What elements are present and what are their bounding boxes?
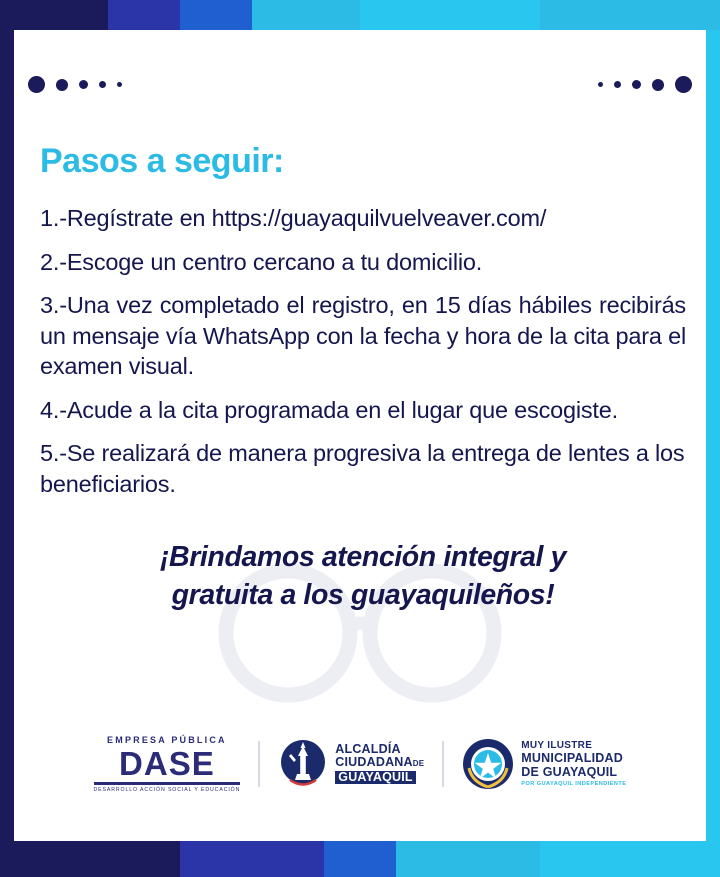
logo-alcaldia [260,736,442,792]
bar-segment [252,0,360,30]
municipalidad-line-3: DE GUAYAQUIL [521,764,618,779]
alcaldia-line-2-small: DE [412,758,425,768]
step-item-5: 5.-Se realizará de manera progresiva la entrega de lentes a los beneficiarios. [40,440,685,497]
dot [56,79,68,91]
step-item-3: 3.-Una vez completado el registro, en 15 días hábiles recibirás un mensaje vía WhatsApp con la fecha y hora de la cita para el examen visual. [40,292,686,380]
step-item-1: 1.-Regístrate en https://guayaquilvuelveaver.com/ [40,205,547,231]
alcaldia-badge-icon [278,736,328,792]
dot [614,81,621,88]
step-item-4: 4.-Acude a la cita programada en el lugar que escogiste. [40,396,618,423]
dase-word-d: D [119,744,144,782]
top-color-bar [0,0,720,30]
dot [632,80,641,89]
dase-word-ase: ASE [143,744,215,782]
logo-row [14,736,706,793]
municipalidad-line-2: MUNICIPALIDAD [521,751,623,766]
left-rail [0,30,14,841]
dase-rule [94,782,241,785]
bar-segment [180,841,324,877]
bar-segment [540,0,720,30]
bar-segment [0,841,180,877]
dot [598,82,603,87]
municipalidad-line-1: MUY ILUSTRE [521,740,593,752]
dot [99,81,106,88]
bar-segment [0,0,108,30]
alcaldia-line-2: CIUDADANA [335,754,413,769]
dot [675,76,692,93]
dot [652,79,664,91]
dot [79,80,88,89]
closing-statement [40,539,686,614]
municipality-seal-icon [462,738,514,790]
poster-body [40,142,686,615]
dase-top-text: EMPRESA PÚBLICA [107,734,227,745]
step-item-2: 2.-Escoge un centro cercano a tu domicilio. [40,248,483,275]
alcaldia-line-3: GUAYAQUIL [335,771,416,784]
dot-row-right [598,76,692,93]
bottom-color-bar [0,841,720,877]
bar-segment [540,841,720,877]
alcaldia-line-1: ALCALDÍA [335,741,401,756]
dot-row-left [28,76,122,93]
bar-segment [324,841,396,877]
bar-segment [396,841,540,877]
right-rail [706,30,720,841]
closing-line-1: ¡Brindamos atención integral y [159,541,567,574]
municipalidad-line-4: POR GUAYAQUIL INDEPENDIENTE [521,781,627,788]
bar-segment [180,0,252,30]
dot [117,82,122,87]
logo-municipalidad [444,738,644,790]
page-title: Pasos a seguir: [40,142,284,180]
dase-sub-text: DESARROLLO ACCIÓN SOCIAL Y EDUCACIÓN [93,786,241,793]
bar-segment [360,0,540,30]
bar-segment [108,0,180,30]
content-card [14,30,706,841]
closing-line-2: gratuita a los guayaquileños! [171,578,555,611]
logo-dase [76,736,259,793]
dot [28,76,45,93]
